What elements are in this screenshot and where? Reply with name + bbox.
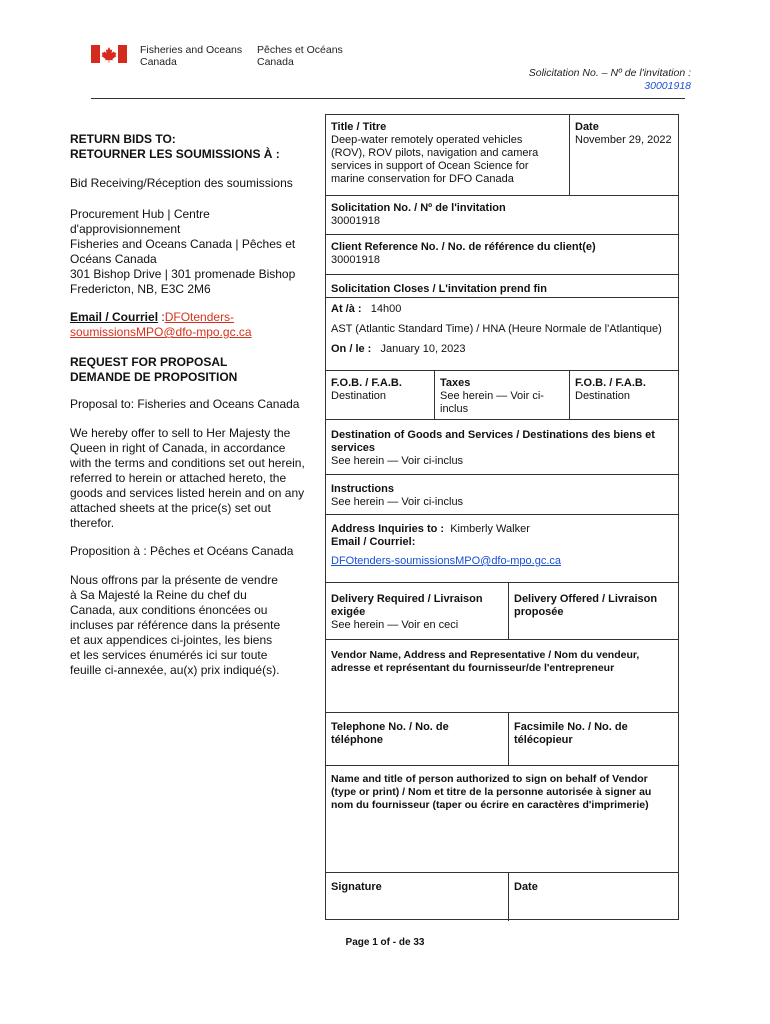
delivery-required-cell — [326, 591, 508, 634]
at-label: At /à : — [331, 303, 362, 315]
authorized-person-label: (type or print) / Nom et titre de la personne autorisée à signer au — [331, 786, 652, 798]
fob-value: Destination — [331, 390, 387, 402]
address-line: Fredericton, NB, E3C 2M6 — [70, 282, 211, 296]
delivery-offered-label: Delivery Offered / Livraison — [514, 593, 658, 605]
rfp-title-fr: DEMANDE DE PROPOSITION — [70, 370, 238, 384]
email-label: Email / Courriel — [70, 310, 159, 324]
closing-time: 14h00 — [370, 303, 402, 315]
offer-fr-line: à Sa Majesté la Reine du chef du — [70, 588, 247, 602]
telephone-label: Telephone No. / No. de — [331, 721, 449, 733]
return-email — [70, 310, 322, 340]
inquiries-name: Kimberly Walker — [450, 523, 530, 535]
fob-label: F.O.B. / F.A.B. — [575, 377, 646, 389]
department-fr-line2: Canada — [257, 56, 294, 68]
solicitation-closes-cell — [326, 281, 678, 298]
delivery-offered-cell — [509, 591, 678, 621]
divider — [326, 765, 678, 766]
offer-fr-line: Canada, aux conditions énoncées ou — [70, 603, 268, 617]
destination-label: Destination of Goods and Services / Destinations des biens et — [331, 429, 655, 441]
delivery-required-label: Delivery Required / Livraison — [331, 593, 483, 605]
offer-en-line: goods and services listed herein and on any — [70, 486, 305, 500]
divider — [326, 297, 678, 298]
signature-date-label: Date — [514, 881, 538, 893]
divider — [326, 582, 678, 583]
department-name-fr — [257, 44, 343, 68]
title-cell — [326, 119, 568, 188]
divider — [326, 234, 678, 235]
email-separator: : — [158, 310, 165, 324]
left-column — [70, 128, 322, 678]
offer-en-line: Queen in right of Canada, in accordance — [70, 441, 286, 455]
taxes-value: See herein — Voir ci- — [440, 390, 544, 402]
offer-en-line: with the terms and conditions set out herein, — [70, 456, 305, 470]
vendor-cell — [326, 647, 678, 677]
divider — [326, 419, 678, 420]
offer-fr-line: et aux appendices ci-jointes, les biens — [70, 633, 273, 647]
delivery-required-label: exigée — [331, 606, 366, 618]
address-line: d'approvisionnement — [70, 222, 181, 236]
department-fr-line1: Pêches et Océans — [257, 44, 343, 56]
date-value: November 29, 2022 — [575, 134, 672, 146]
address-line: Océans Canada — [70, 252, 157, 266]
signature-date-cell — [509, 879, 678, 896]
return-bids-en: RETURN BIDS TO: — [70, 132, 176, 146]
page-header — [91, 43, 691, 101]
divider — [326, 370, 678, 371]
client-reference-cell — [326, 239, 678, 269]
address-line: 301 Bishop Drive | 301 promenade Bishop — [70, 267, 296, 281]
taxes-value: inclus — [440, 403, 469, 415]
proposition-fr: Proposition à : Pêches et Océans Canada — [70, 544, 294, 558]
offer-en-line: therefor. — [70, 516, 115, 530]
closing-timezone: AST (Atlantic Standard Time) / HNA (Heure Normale de l'Atlantique) — [331, 323, 662, 335]
instructions-cell — [326, 481, 678, 511]
return-address — [70, 207, 322, 297]
email-link-part2[interactable]: soumissionsMPO@dfo-mpo.gc.ca — [70, 325, 252, 339]
vendor-label: Vendor Name, Address and Representative / Nom du vendeur, — [331, 649, 640, 661]
closing-date: January 10, 2023 — [380, 343, 466, 355]
title-line: marine conservation for DFO Canada — [331, 173, 514, 185]
destination-label: services — [331, 442, 376, 454]
closing-time-cell — [326, 301, 678, 358]
inquiries-label: Address Inquiries to : — [331, 523, 445, 535]
date-label: Date — [575, 121, 599, 133]
date-cell — [570, 119, 678, 149]
offer-en-line: We hereby offer to sell to Her Majesty the — [70, 426, 291, 440]
destination-cell — [326, 427, 678, 470]
solicitation-no-cell — [326, 200, 678, 230]
taxes-label: Taxes — [440, 377, 471, 389]
rfp-title-en: REQUEST FOR PROPOSAL — [70, 355, 228, 369]
signature-cell — [326, 879, 508, 896]
department-name-en — [140, 44, 242, 68]
vendor-label: adresse et représentant du fournisseur/de l'entrepreneur — [331, 662, 615, 674]
department-en-line1: Fisheries and Oceans — [140, 44, 243, 56]
title-label: Title / Titre — [331, 121, 387, 133]
divider — [326, 712, 678, 713]
offer-fr-line: incluses par référence dans la présente — [70, 618, 281, 632]
solicitation-label: Solicitation No. – Nº de l'invitation : — [528, 67, 691, 79]
taxes-cell — [435, 375, 569, 418]
instructions-value: See herein — Voir ci-inclus — [331, 496, 464, 508]
destination-value: See herein — Voir ci-inclus — [331, 455, 464, 467]
offer-text-en — [70, 426, 322, 531]
address-line: Fisheries and Oceans Canada | Pêches et — [70, 237, 296, 251]
fob-label: F.O.B. / F.A.B. — [331, 377, 402, 389]
telephone-label: téléphone — [331, 734, 383, 746]
divider — [326, 195, 678, 196]
on-label: On / le : — [331, 343, 372, 355]
solicitation-form — [325, 114, 679, 920]
divider — [326, 514, 678, 515]
address-line: Procurement Hub | Centre — [70, 207, 210, 221]
proposal-to: Proposal to: Fisheries and Oceans Canada — [70, 397, 300, 411]
delivery-required-value: See herein — Voir en ceci — [331, 619, 459, 631]
fob-destination-cell — [570, 375, 678, 405]
return-bids-fr: RETOURNER LES SOUMISSIONS À : — [70, 147, 280, 161]
fax-label: Facsimile No. / No. de télécopieur — [514, 721, 628, 746]
title-line: services in support of Ocean Science for — [331, 160, 529, 172]
authorized-person-label: Name and title of person authorized to sign on behalf of Vendor — [331, 773, 648, 785]
divider — [326, 872, 678, 873]
authorized-person-label: nom du fournisseur (taper ou écrire en caractères d'imprimerie) — [331, 799, 649, 811]
instructions-label: Instructions — [331, 483, 394, 495]
divider — [326, 639, 678, 640]
department-en-line2: Canada — [140, 56, 177, 68]
divider — [326, 274, 678, 275]
offer-en-line: referred to herein or attached hereto, the — [70, 471, 287, 485]
telephone-cell — [326, 719, 508, 749]
offer-fr-line: et les services énumérés ici sur toute — [70, 648, 268, 662]
offer-en-line: attached sheets at the price(s) set out — [70, 501, 271, 515]
delivery-offered-label: proposée — [514, 606, 564, 618]
client-reference-value: 30001918 — [331, 254, 380, 266]
solicitation-number: 30001918 — [644, 80, 691, 92]
inquiries-email-link[interactable]: DFOtenders-soumissionsMPO@dfo-mpo.gc.ca — [331, 555, 562, 567]
title-line: Deep-water remotely operated vehicles — [331, 134, 523, 146]
fob-cell — [326, 375, 434, 405]
signature-label: Signature — [331, 881, 382, 893]
offer-fr-line: feuille ci-annexée, au(x) prix indiqué(s). — [70, 663, 280, 677]
solicitation-closes-label: Solicitation Closes / L'invitation prend fin — [331, 283, 547, 295]
solicitation-no-label: Solicitation No. / Nº de l'invitation — [331, 202, 506, 214]
inquiries-cell — [326, 521, 678, 570]
header-divider — [91, 98, 685, 99]
fob-value: Destination — [575, 390, 631, 402]
solicitation-no-value: 30001918 — [331, 215, 380, 227]
client-reference-label: Client Reference No. / No. de référence du client(e) — [331, 241, 596, 253]
inquiries-email-label: Email / Courriel: — [331, 536, 416, 548]
page-number: Page 1 of - de 33 — [345, 937, 425, 948]
title-line: (ROV), ROV pilots, navigation and camera — [331, 147, 539, 159]
canada-flag-icon — [91, 45, 127, 63]
bid-receiving: Bid Receiving/Réception des soumissions — [70, 176, 293, 190]
email-link-part1[interactable]: DFOtenders- — [164, 310, 235, 324]
offer-text-fr — [70, 573, 322, 678]
divider — [326, 474, 678, 475]
authorized-person-cell — [326, 771, 678, 814]
offer-fr-line: Nous offrons par la présente de vendre — [70, 573, 278, 587]
fax-cell — [509, 719, 678, 749]
